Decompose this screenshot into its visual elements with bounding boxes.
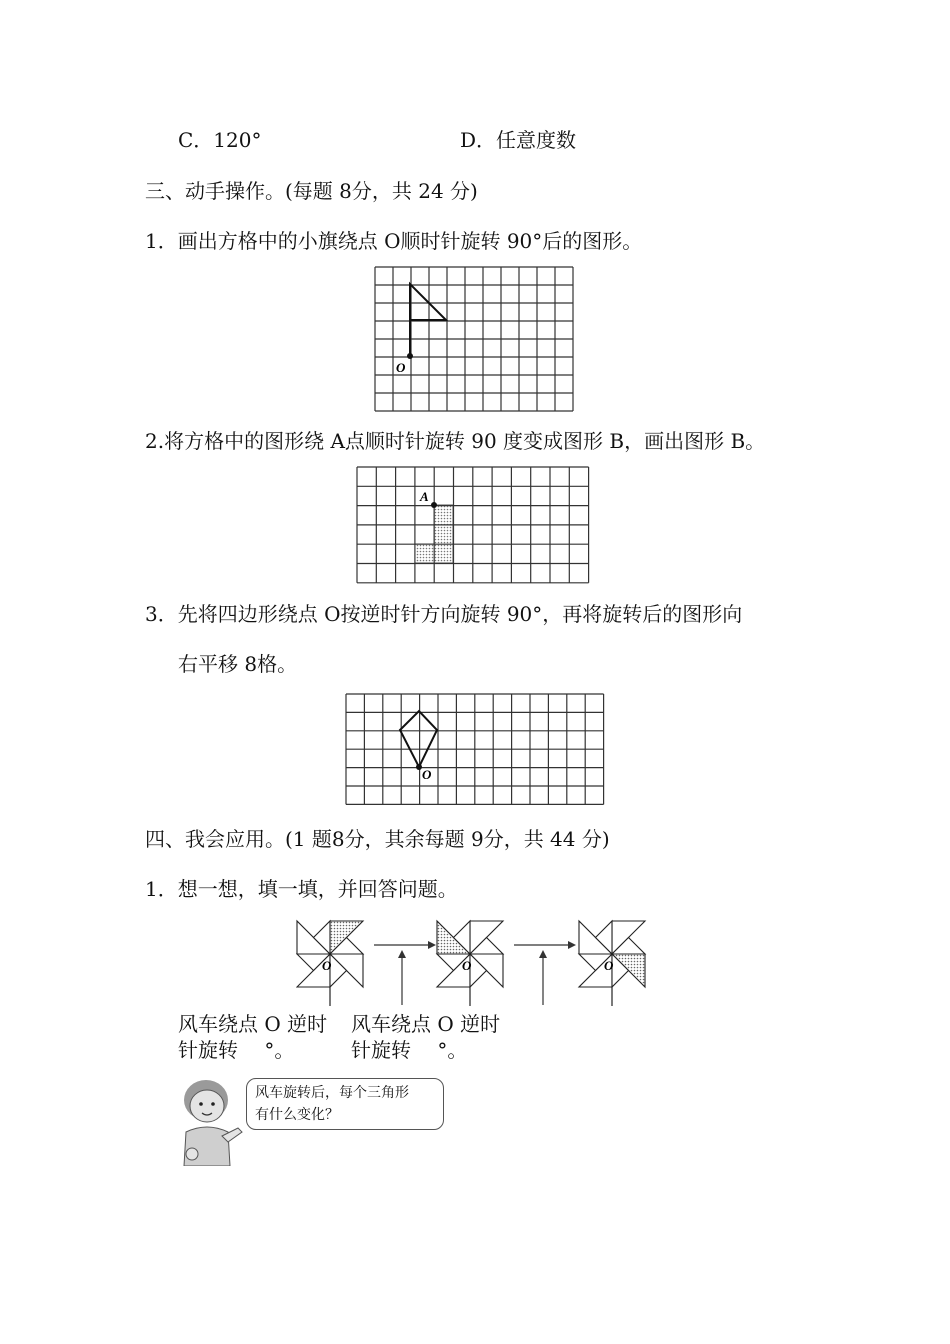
point-a-label: A (420, 489, 429, 504)
grid-lines (375, 267, 573, 411)
shape-a-grid-figure (356, 466, 592, 584)
point-o-dot (407, 353, 413, 359)
pinwheel-3 (579, 921, 645, 1006)
grid-lines (357, 467, 589, 583)
quadrilateral-shape (400, 711, 437, 767)
question-4-1: 1．想一想，填一填，并回答问题。 (145, 877, 458, 901)
point-a-dot (431, 502, 437, 508)
question-3-2: 2.将方格中的图形绕 A点顺时针旋转 90 度变成图形 B，画出图形 B。 (145, 429, 766, 453)
pointer-2-head (539, 950, 547, 958)
point-o-label: O (396, 360, 406, 375)
section4-heading: 四、我会应用。(1 题8分，其余每题 9分，共 44 分) (145, 827, 610, 851)
caption-1-line2: 针旋转 °。 (178, 1038, 295, 1062)
boy-illustration (172, 1074, 252, 1166)
caption-1-line1: 风车绕点 O 逆时 (178, 1012, 328, 1036)
option-d: D．任意度数 (460, 128, 577, 152)
question-3-1: 1．画出方格中的小旗绕点 O顺时针旋转 90°后的图形。 (145, 229, 643, 253)
pointer-1-head (398, 950, 406, 958)
point-o-label: O (422, 767, 432, 782)
caption-2-line1: 风车绕点 O 逆时 (351, 1012, 501, 1036)
grid-lines (346, 694, 604, 804)
flag-shape (410, 284, 446, 356)
pinwheel-center-label: O (462, 958, 472, 973)
caption-2-line2: 针旋转 °。 (351, 1038, 468, 1062)
pinwheel-figure (296, 910, 662, 1010)
option-c: C．120° (178, 128, 262, 152)
arrow-2-head (568, 941, 576, 949)
quadrilateral-grid-figure (345, 693, 605, 805)
flag-grid-figure (374, 266, 576, 412)
bubble-text-line1: 风车旋转后，每个三角形 (255, 1085, 409, 1101)
question-3-3-line2: 右平移 8格。 (178, 652, 298, 676)
pinwheel-1 (297, 921, 363, 1006)
question-3-3-line1: 3．先将四边形绕点 O按逆时针方向旋转 90°，再将旋转后的图形向 (145, 602, 743, 626)
pinwheel-2 (437, 921, 503, 1006)
pinwheel-center-label: O (322, 958, 332, 973)
speech-bubble (246, 1078, 444, 1130)
bubble-text-line2: 有什么变化？ (255, 1107, 339, 1123)
pinwheel-center-label: O (604, 958, 614, 973)
arrow-1-head (428, 941, 436, 949)
section3-heading: 三、动手操作。(每题 8分，共 24 分) (145, 179, 478, 203)
